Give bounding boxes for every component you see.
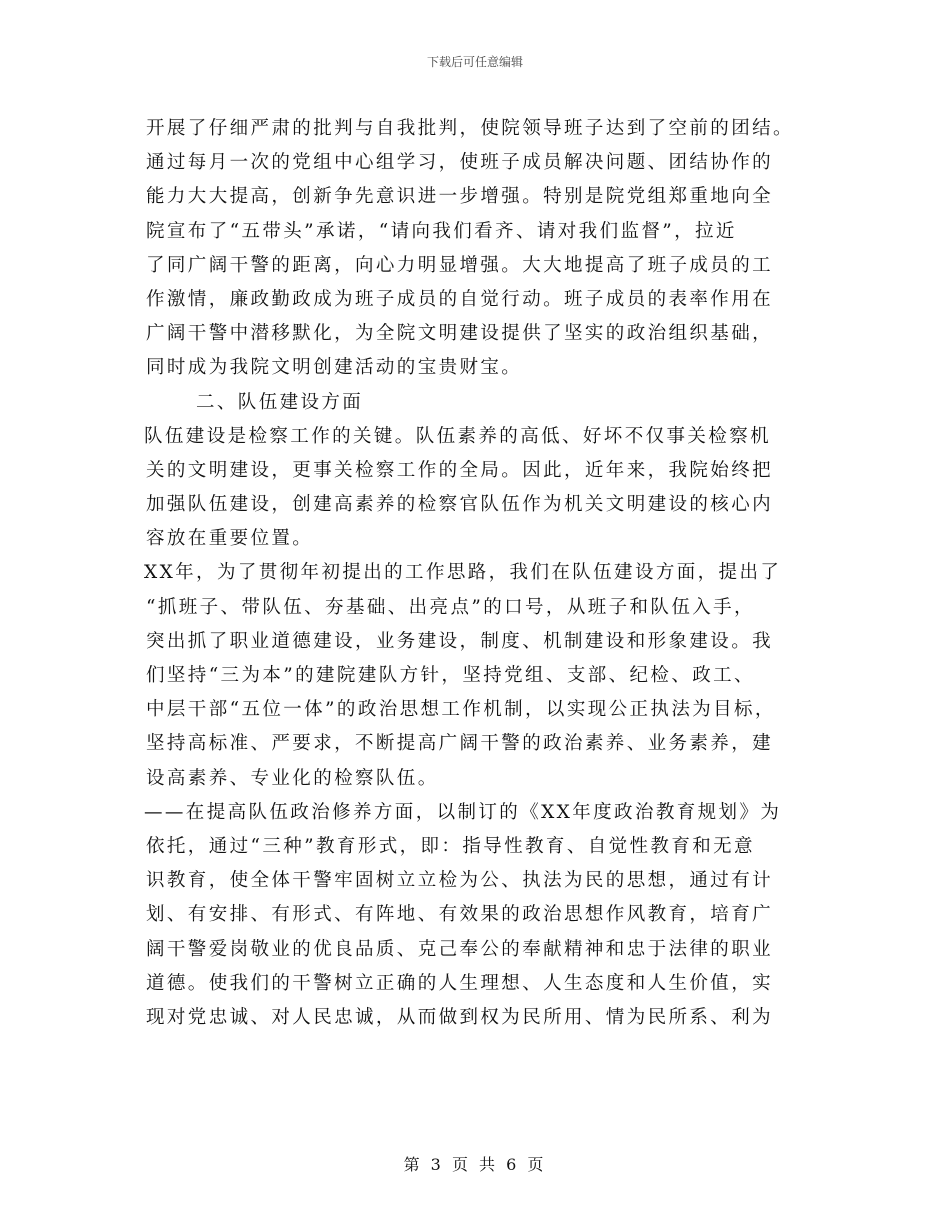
text-line: 划、有安排、有形式、有阵地、有效果的政治思想作风教育，培育广 [146,904,774,926]
text-line: XX年，为了贯彻年初提出的工作思路，我们在队伍建设方面，提出了 [144,562,782,584]
page-header-note: 下载后可任意编辑 [426,55,523,69]
text-line: 们坚持“三为本”的建院建队方针，坚持党组、支部、纪检、政工、 [146,665,755,686]
text-line: 坚持高标准、严要求，不断提高广阔干警的政治素养、业务素养，建 [146,733,774,755]
text-line: 了同广阔干警的距离，向心力明显增强。大大地提高了班子成员的工 [146,254,774,276]
text-line: 设高素养、专业化的检察队伍。 [146,767,439,789]
text-line: 阔干警爱岗敬业的优良品质、克己奉公的奉献精神和忠于法律的职业 [146,938,774,960]
text-line: 作激情，廉政勤政成为班子成员的自觉行动。班子成员的表率作用在 [146,288,774,310]
document-body [146,112,816,1035]
page-number-footer: 第 3 页 共 6 页 [403,1155,547,1174]
text-line: 识教育，使全体干警牢固树立立检为公、执法为民的思想，通过有计 [146,870,774,892]
text-line: 加强队伍建设，创建高素养的检察官队伍作为机关文明建设的核心内 [146,494,774,516]
text-line: ——在提高队伍政治修养方面，以制订的《XX年度政治教育规划》为 [144,801,782,823]
text-line: 依托，通过“三种”教育形式，即：指导性教育、自觉性教育和无意 [146,835,755,857]
text-line: 院宣布了“五带头”承诺，“请向我们看齐、请对我们监督”，拉近 [146,220,737,242]
text-line: 同时成为我院文明创建活动的宝贵财宝。 [146,357,523,379]
text-line: 容放在重要位置。 [146,528,314,550]
text-line: 关的文明建设，更事关检察工作的全局。因此，近年来，我院始终把 [146,459,774,481]
text-line: 广阔干警中潜移默化，为全院文明建设提供了坚实的政治组织基础， [146,323,774,345]
text-line: 突出抓了职业道德建设，业务建设，制度、机制建设和形象建设。我 [146,630,774,652]
text-line: 通过每月一次的党组中心组学习，使班子成员解决问题、团结协作的 [146,152,774,174]
text-line: 中层干部“五位一体”的政治思想工作机制，以实现公正执法为目标， [146,699,776,721]
text-line: 能力大大提高，创新争先意识进一步增强。特别是院党组郑重地向全 [146,186,774,208]
text-line: 现对党忠诚、对人民忠诚，从而做到权为民所用、情为民所系、利为 [146,1006,774,1028]
text-line: “抓班子、带队伍、夯基础、出亮点”的口号，从班子和队伍入手， [146,596,755,618]
text-line: 开展了仔细严肃的批判与自我批判，使院领导班子达到了空前的团结。 [146,118,794,139]
section-heading: 二、队伍建设方面 [196,391,364,413]
text-line: 道德。使我们的干警树立正确的人生理想、人生态度和人生价值，实 [146,972,774,994]
text-line: 队伍建设是检察工作的关键。队伍素养的高低、好坏不仅事关检察机 [144,425,772,447]
